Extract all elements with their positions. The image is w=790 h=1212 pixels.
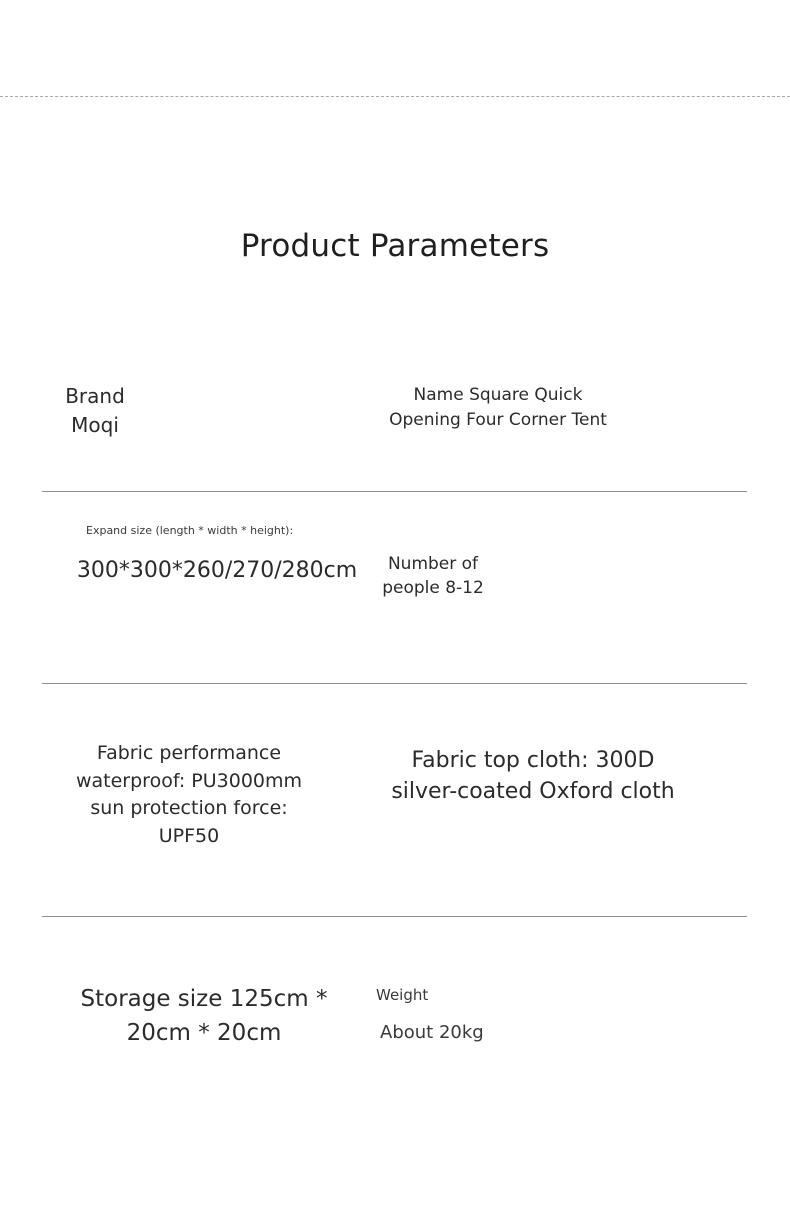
brand-value: Moqi [71,413,119,437]
people-param [372,552,494,600]
row-divider-3 [42,916,747,917]
people-line-1: Number of [387,554,479,574]
name-line-1: Name Square Quick [413,385,583,405]
storage-size-param [62,982,346,1050]
fabric-performance-line-2: waterproof: PU3000mm [75,769,303,792]
fabric-top-cloth-line-1: Fabric top cloth: 300D [411,748,655,773]
top-dashed-rule [0,96,790,97]
weight-label: Weight [376,986,429,1004]
weight-value: About 20kg [380,1022,484,1043]
brand-param [44,382,146,440]
page-title: Product Parameters [240,228,550,264]
fabric-performance-line-3: sun protection force: [90,797,288,819]
expand-size-value: 300*300*260/270/280cm [76,558,358,583]
brand-label: Brand [65,384,125,408]
expand-size-label: Expand size (length * width * height): [86,524,294,537]
name-param [370,383,626,433]
storage-size-line-1: Storage size 125cm * [80,986,328,1012]
storage-size-line-2: 20cm * 20cm [126,1020,282,1046]
row-divider-2 [42,683,747,684]
name-line-2: Opening Four Corner Tent [389,410,607,430]
row-divider-1 [42,491,747,492]
fabric-performance-line-4: UPF50 [158,824,220,847]
fabric-top-cloth-param [378,745,688,807]
fabric-performance-param [62,740,316,850]
fabric-performance-line-1: Fabric performance [96,742,282,764]
people-line-2: people 8-12 [382,578,484,598]
fabric-top-cloth-line-2: silver-coated Oxford cloth [391,779,675,804]
